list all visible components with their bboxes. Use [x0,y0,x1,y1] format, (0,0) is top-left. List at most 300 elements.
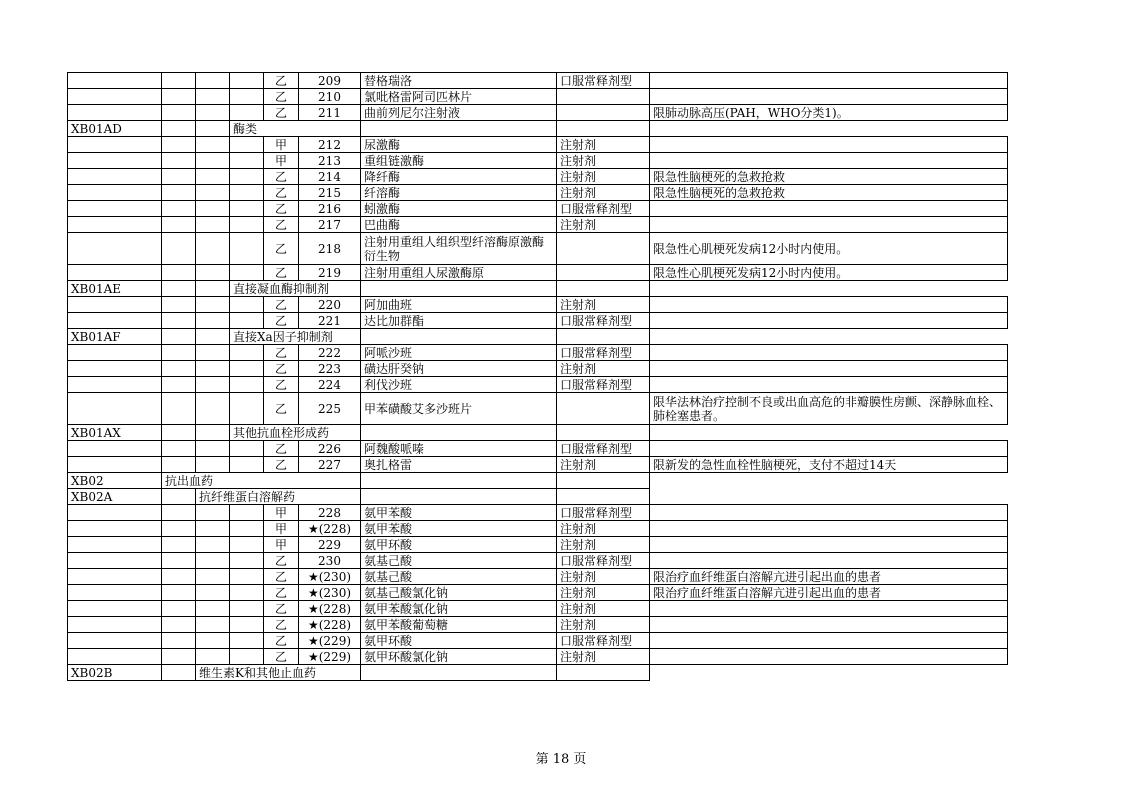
dosage-form-cell: 注射剂 [557,169,650,185]
grade-cell: 乙 [264,441,299,457]
category-code-cell: XB01AX [68,425,162,441]
empty-cell [230,393,264,425]
category-code-cell: XB02 [68,473,162,489]
empty-cell [196,345,230,361]
restriction-note-cell [650,361,1008,377]
category-name-cell: 维生素K和其他止血药 [196,665,361,681]
empty-cell [162,569,196,585]
dosage-form-cell: 注射剂 [557,361,650,377]
dosage-form-cell [557,233,650,265]
dosage-form-cell: 注射剂 [557,153,650,169]
restriction-note-cell [650,377,1008,393]
grade-cell: 乙 [264,297,299,313]
dosage-form-cell: 注射剂 [557,185,650,201]
empty-cell [68,505,162,521]
empty-cell [162,329,196,345]
empty-cell [196,329,230,345]
empty-cell [361,665,557,681]
restriction-note-cell [650,649,1008,665]
drug-row [68,73,1008,89]
drug-name-cell: 尿激酶 [361,137,557,153]
drug-number-cell: ★(228) [299,617,361,633]
empty-cell [162,361,196,377]
empty-cell [230,505,264,521]
empty-cell [68,377,162,393]
empty-cell [230,201,264,217]
empty-cell [230,521,264,537]
page-number: 第 18 页 [535,752,587,767]
empty-cell [68,153,162,169]
category-code-cell: XB01AF [68,329,162,345]
empty-cell [196,361,230,377]
empty-cell [230,361,264,377]
restriction-note-cell [650,441,1008,457]
drug-row [68,601,1008,617]
drug-number-cell: ★(228) [299,521,361,537]
drug-row [68,345,1008,361]
empty-cell [230,601,264,617]
dosage-form-cell: 注射剂 [557,649,650,665]
grade-cell: 乙 [264,345,299,361]
dosage-form-cell: 口服常释剂型 [557,377,650,393]
grade-cell: 乙 [264,169,299,185]
restriction-note-cell [650,601,1008,617]
grade-cell: 乙 [264,377,299,393]
drug-number-cell: 211 [299,105,361,121]
restriction-note-cell [650,73,1008,89]
drug-row [68,585,1008,601]
drug-name-cell: 甲苯磺酸艾多沙班片 [361,393,557,425]
drug-name-cell: 氨基己酸 [361,553,557,569]
restriction-note-cell [650,521,1008,537]
grade-cell: 乙 [264,585,299,601]
empty-cell [196,201,230,217]
dosage-form-cell: 注射剂 [557,457,650,473]
empty-cell [557,665,650,681]
empty-cell [68,633,162,649]
drug-row [68,201,1008,217]
category-row [68,473,1008,489]
empty-cell [68,585,162,601]
empty-cell [162,313,196,329]
empty-cell [230,345,264,361]
empty-cell [230,377,264,393]
drug-row [68,569,1008,585]
empty-cell [162,489,196,505]
drug-number-cell: 219 [299,265,361,281]
empty-cell [162,233,196,265]
empty-cell [68,137,162,153]
empty-cell [162,121,196,137]
empty-cell [162,201,196,217]
empty-cell [162,281,196,297]
empty-cell [230,89,264,105]
drug-row [68,233,1008,265]
dosage-form-cell: 口服常释剂型 [557,345,650,361]
drug-number-cell: 225 [299,393,361,425]
restriction-note-cell [650,617,1008,633]
restriction-note-cell [650,313,1008,329]
empty-cell [68,297,162,313]
drug-name-cell: 氨甲苯酸 [361,505,557,521]
category-row [68,665,1008,681]
empty-cell [162,217,196,233]
drug-row [68,649,1008,665]
empty-cell [196,137,230,153]
dosage-form-cell: 注射剂 [557,521,650,537]
drug-row [68,553,1008,569]
drug-row [68,377,1008,393]
empty-cell [162,393,196,425]
grade-cell: 乙 [264,361,299,377]
empty-cell [196,233,230,265]
drug-row [68,521,1008,537]
category-row [68,425,1008,441]
drug-number-cell: 223 [299,361,361,377]
dosage-form-cell: 注射剂 [557,585,650,601]
empty-cell [196,457,230,473]
grade-cell: 乙 [264,617,299,633]
empty-cell [196,377,230,393]
dosage-form-cell: 注射剂 [557,601,650,617]
grade-cell: 乙 [264,105,299,121]
drug-name-cell: 氨基己酸氯化钠 [361,585,557,601]
drug-row [68,441,1008,457]
empty-cell [196,89,230,105]
restriction-note-cell [650,553,1008,569]
empty-cell [361,473,557,489]
restriction-note-cell [650,297,1008,313]
empty-cell [230,137,264,153]
drug-name-cell: 注射用重组人组织型纤溶酶原激酶衍生物 [361,233,557,265]
empty-cell [68,441,162,457]
empty-cell [162,89,196,105]
drug-row [68,217,1008,233]
drug-number-cell: 221 [299,313,361,329]
empty-cell [68,345,162,361]
empty-cell [162,633,196,649]
empty-cell [557,329,650,345]
restriction-note-cell: 限治疗血纤维蛋白溶解亢进引起出血的患者 [650,569,1008,585]
empty-cell [162,137,196,153]
empty-cell [162,425,196,441]
drug-name-cell: 阿加曲班 [361,297,557,313]
empty-cell [230,569,264,585]
empty-cell [196,217,230,233]
restriction-note-cell: 限急性心肌梗死发病12小时内使用。 [650,265,1008,281]
restriction-note-cell: 限急性脑梗死的急救抢救 [650,169,1008,185]
drug-row [68,297,1008,313]
drug-row [68,537,1008,553]
grade-cell: 乙 [264,649,299,665]
empty-cell [162,457,196,473]
drug-row [68,361,1008,377]
empty-cell [230,441,264,457]
drug-row [68,89,1008,105]
drug-row [68,393,1008,425]
empty-cell [68,185,162,201]
empty-cell [68,617,162,633]
empty-cell [68,73,162,89]
empty-cell [162,265,196,281]
drug-number-cell: 217 [299,217,361,233]
dosage-form-cell: 注射剂 [557,297,650,313]
drug-name-cell: 氨甲环酸 [361,537,557,553]
grade-cell: 乙 [264,233,299,265]
dosage-form-cell: 口服常释剂型 [557,201,650,217]
grade-cell: 乙 [264,393,299,425]
empty-cell [196,649,230,665]
drug-number-cell: 216 [299,201,361,217]
empty-cell [162,185,196,201]
empty-cell [162,537,196,553]
empty-cell [196,441,230,457]
category-code-cell: XB02A [68,489,162,505]
drug-row [68,457,1008,473]
empty-cell [196,313,230,329]
empty-cell [68,553,162,569]
empty-cell [162,73,196,89]
empty-cell [68,233,162,265]
empty-cell [196,73,230,89]
empty-cell [196,537,230,553]
empty-cell [68,569,162,585]
drug-number-cell: ★(229) [299,633,361,649]
empty-cell [196,153,230,169]
grade-cell: 乙 [264,553,299,569]
drug-name-cell: 氨基己酸 [361,569,557,585]
empty-cell [162,153,196,169]
empty-cell [230,185,264,201]
empty-cell [230,457,264,473]
restriction-note-cell: 限肺动脉高压(PAH，WHO分类1)。 [650,105,1008,121]
grade-cell: 乙 [264,313,299,329]
empty-cell [196,265,230,281]
drug-number-cell: 224 [299,377,361,393]
drug-number-cell: 209 [299,73,361,89]
dosage-form-cell: 口服常释剂型 [557,633,650,649]
dosage-form-cell [557,89,650,105]
empty-cell [230,297,264,313]
grade-cell: 乙 [264,185,299,201]
drug-number-cell: 215 [299,185,361,201]
empty-cell [230,633,264,649]
grade-cell: 甲 [264,505,299,521]
empty-cell [196,425,230,441]
empty-cell [196,585,230,601]
empty-cell [68,265,162,281]
empty-cell [196,281,230,297]
drug-number-cell: 229 [299,537,361,553]
restriction-note-cell: 限治疗血纤维蛋白溶解亢进引起出血的患者 [650,585,1008,601]
drug-number-cell: 222 [299,345,361,361]
drug-row [68,169,1008,185]
drug-number-cell: 220 [299,297,361,313]
drug-name-cell: 氨甲苯酸葡萄糖 [361,617,557,633]
empty-cell [196,185,230,201]
drug-name-cell: 曲前列尼尔注射液 [361,105,557,121]
category-row [68,281,1008,297]
drug-row [68,105,1008,121]
category-row [68,121,1008,137]
drug-number-cell: 230 [299,553,361,569]
drug-name-cell: 利伐沙班 [361,377,557,393]
restriction-note-cell [650,137,1008,153]
empty-cell [557,281,650,297]
drug-name-cell: 降纤酶 [361,169,557,185]
empty-cell [162,441,196,457]
empty-cell [230,169,264,185]
empty-cell [196,105,230,121]
dosage-form-cell: 口服常释剂型 [557,73,650,89]
grade-cell: 乙 [264,201,299,217]
drug-name-cell: 氨甲苯酸 [361,521,557,537]
empty-cell [230,153,264,169]
drug-name-cell: 氨甲环酸 [361,633,557,649]
empty-cell [162,521,196,537]
empty-cell [68,393,162,425]
drug-row [68,265,1008,281]
drug-number-cell: 212 [299,137,361,153]
empty-cell [68,105,162,121]
empty-cell [162,169,196,185]
empty-cell [68,217,162,233]
drug-name-cell: 达比加群酯 [361,313,557,329]
grade-cell: 乙 [264,601,299,617]
empty-cell [162,297,196,313]
empty-cell [230,73,264,89]
empty-cell [162,601,196,617]
category-name-cell: 直接Xa因子抑制剂 [230,329,361,345]
drug-name-cell: 阿魏酸哌嗪 [361,441,557,457]
drug-catalog-table [67,72,1008,681]
dosage-form-cell: 口服常释剂型 [557,441,650,457]
empty-cell [68,169,162,185]
restriction-note-cell [650,201,1008,217]
empty-cell [361,281,557,297]
grade-cell: 乙 [264,569,299,585]
grade-cell: 乙 [264,633,299,649]
category-name-cell: 抗纤维蛋白溶解药 [196,489,361,505]
category-name-cell: 酶类 [230,121,361,137]
empty-cell [162,377,196,393]
empty-cell [230,585,264,601]
empty-cell [68,457,162,473]
empty-cell [196,569,230,585]
empty-cell [230,649,264,665]
restriction-note-cell [650,633,1008,649]
empty-cell [196,505,230,521]
empty-cell [196,601,230,617]
category-name-cell: 抗出血药 [162,473,361,489]
grade-cell: 甲 [264,153,299,169]
category-code-cell: XB02B [68,665,162,681]
drug-name-cell: 纤溶酶 [361,185,557,201]
dosage-form-cell: 注射剂 [557,217,650,233]
empty-cell [196,617,230,633]
empty-cell [230,105,264,121]
restriction-note-cell: 限急性心肌梗死发病12小时内使用。 [650,233,1008,265]
drug-number-cell: 210 [299,89,361,105]
restriction-note-cell [650,505,1008,521]
restriction-note-cell: 限新发的急性血栓性脑梗死，支付不超过14天 [650,457,1008,473]
restriction-note-cell [650,89,1008,105]
empty-cell [68,649,162,665]
empty-cell [162,345,196,361]
drug-number-cell: 228 [299,505,361,521]
dosage-form-cell: 口服常释剂型 [557,505,650,521]
empty-cell [162,665,196,681]
dosage-form-cell [557,393,650,425]
dosage-form-cell: 注射剂 [557,617,650,633]
grade-cell: 乙 [264,73,299,89]
empty-cell [68,313,162,329]
grade-cell: 乙 [264,217,299,233]
drug-row [68,617,1008,633]
empty-cell [68,521,162,537]
empty-cell [230,217,264,233]
restriction-note-cell: 限华法林治疗控制不良或出血高危的非瓣膜性房颤、深静脉血栓、肺栓塞患者。 [650,393,1008,425]
drug-name-cell: 磺达肝癸钠 [361,361,557,377]
empty-cell [68,537,162,553]
empty-cell [196,521,230,537]
drug-name-cell: 重组链激酶 [361,153,557,169]
restriction-note-cell [650,345,1008,361]
empty-cell [162,585,196,601]
empty-cell [557,489,650,505]
drug-number-cell: 218 [299,233,361,265]
empty-cell [196,393,230,425]
category-code-cell: XB01AE [68,281,162,297]
drug-row [68,313,1008,329]
drug-row [68,633,1008,649]
empty-cell [68,89,162,105]
empty-cell [162,553,196,569]
restriction-note-cell [650,537,1008,553]
dosage-form-cell: 注射剂 [557,137,650,153]
empty-cell [196,169,230,185]
drug-row [68,505,1008,521]
empty-cell [361,425,557,441]
grade-cell: 甲 [264,137,299,153]
grade-cell: 乙 [264,89,299,105]
empty-cell [557,473,650,489]
category-row [68,489,1008,505]
category-name-cell: 其他抗血栓形成药 [230,425,361,441]
drug-name-cell: 奥扎格雷 [361,457,557,473]
drug-name-cell: 巴曲酶 [361,217,557,233]
dosage-form-cell [557,105,650,121]
grade-cell: 乙 [264,457,299,473]
drug-name-cell: 替格瑞洛 [361,73,557,89]
drug-name-cell: 阿哌沙班 [361,345,557,361]
empty-cell [230,537,264,553]
empty-cell [230,265,264,281]
empty-cell [68,361,162,377]
empty-cell [361,121,557,137]
empty-cell [196,297,230,313]
drug-row [68,137,1008,153]
dosage-form-cell: 注射剂 [557,569,650,585]
empty-cell [230,313,264,329]
empty-cell [557,425,650,441]
drug-name-cell: 氨甲环酸氯化钠 [361,649,557,665]
grade-cell: 乙 [264,265,299,281]
empty-cell [196,553,230,569]
drug-name-cell: 氨甲苯酸氯化钠 [361,601,557,617]
drug-row [68,185,1008,201]
drug-number-cell: 214 [299,169,361,185]
